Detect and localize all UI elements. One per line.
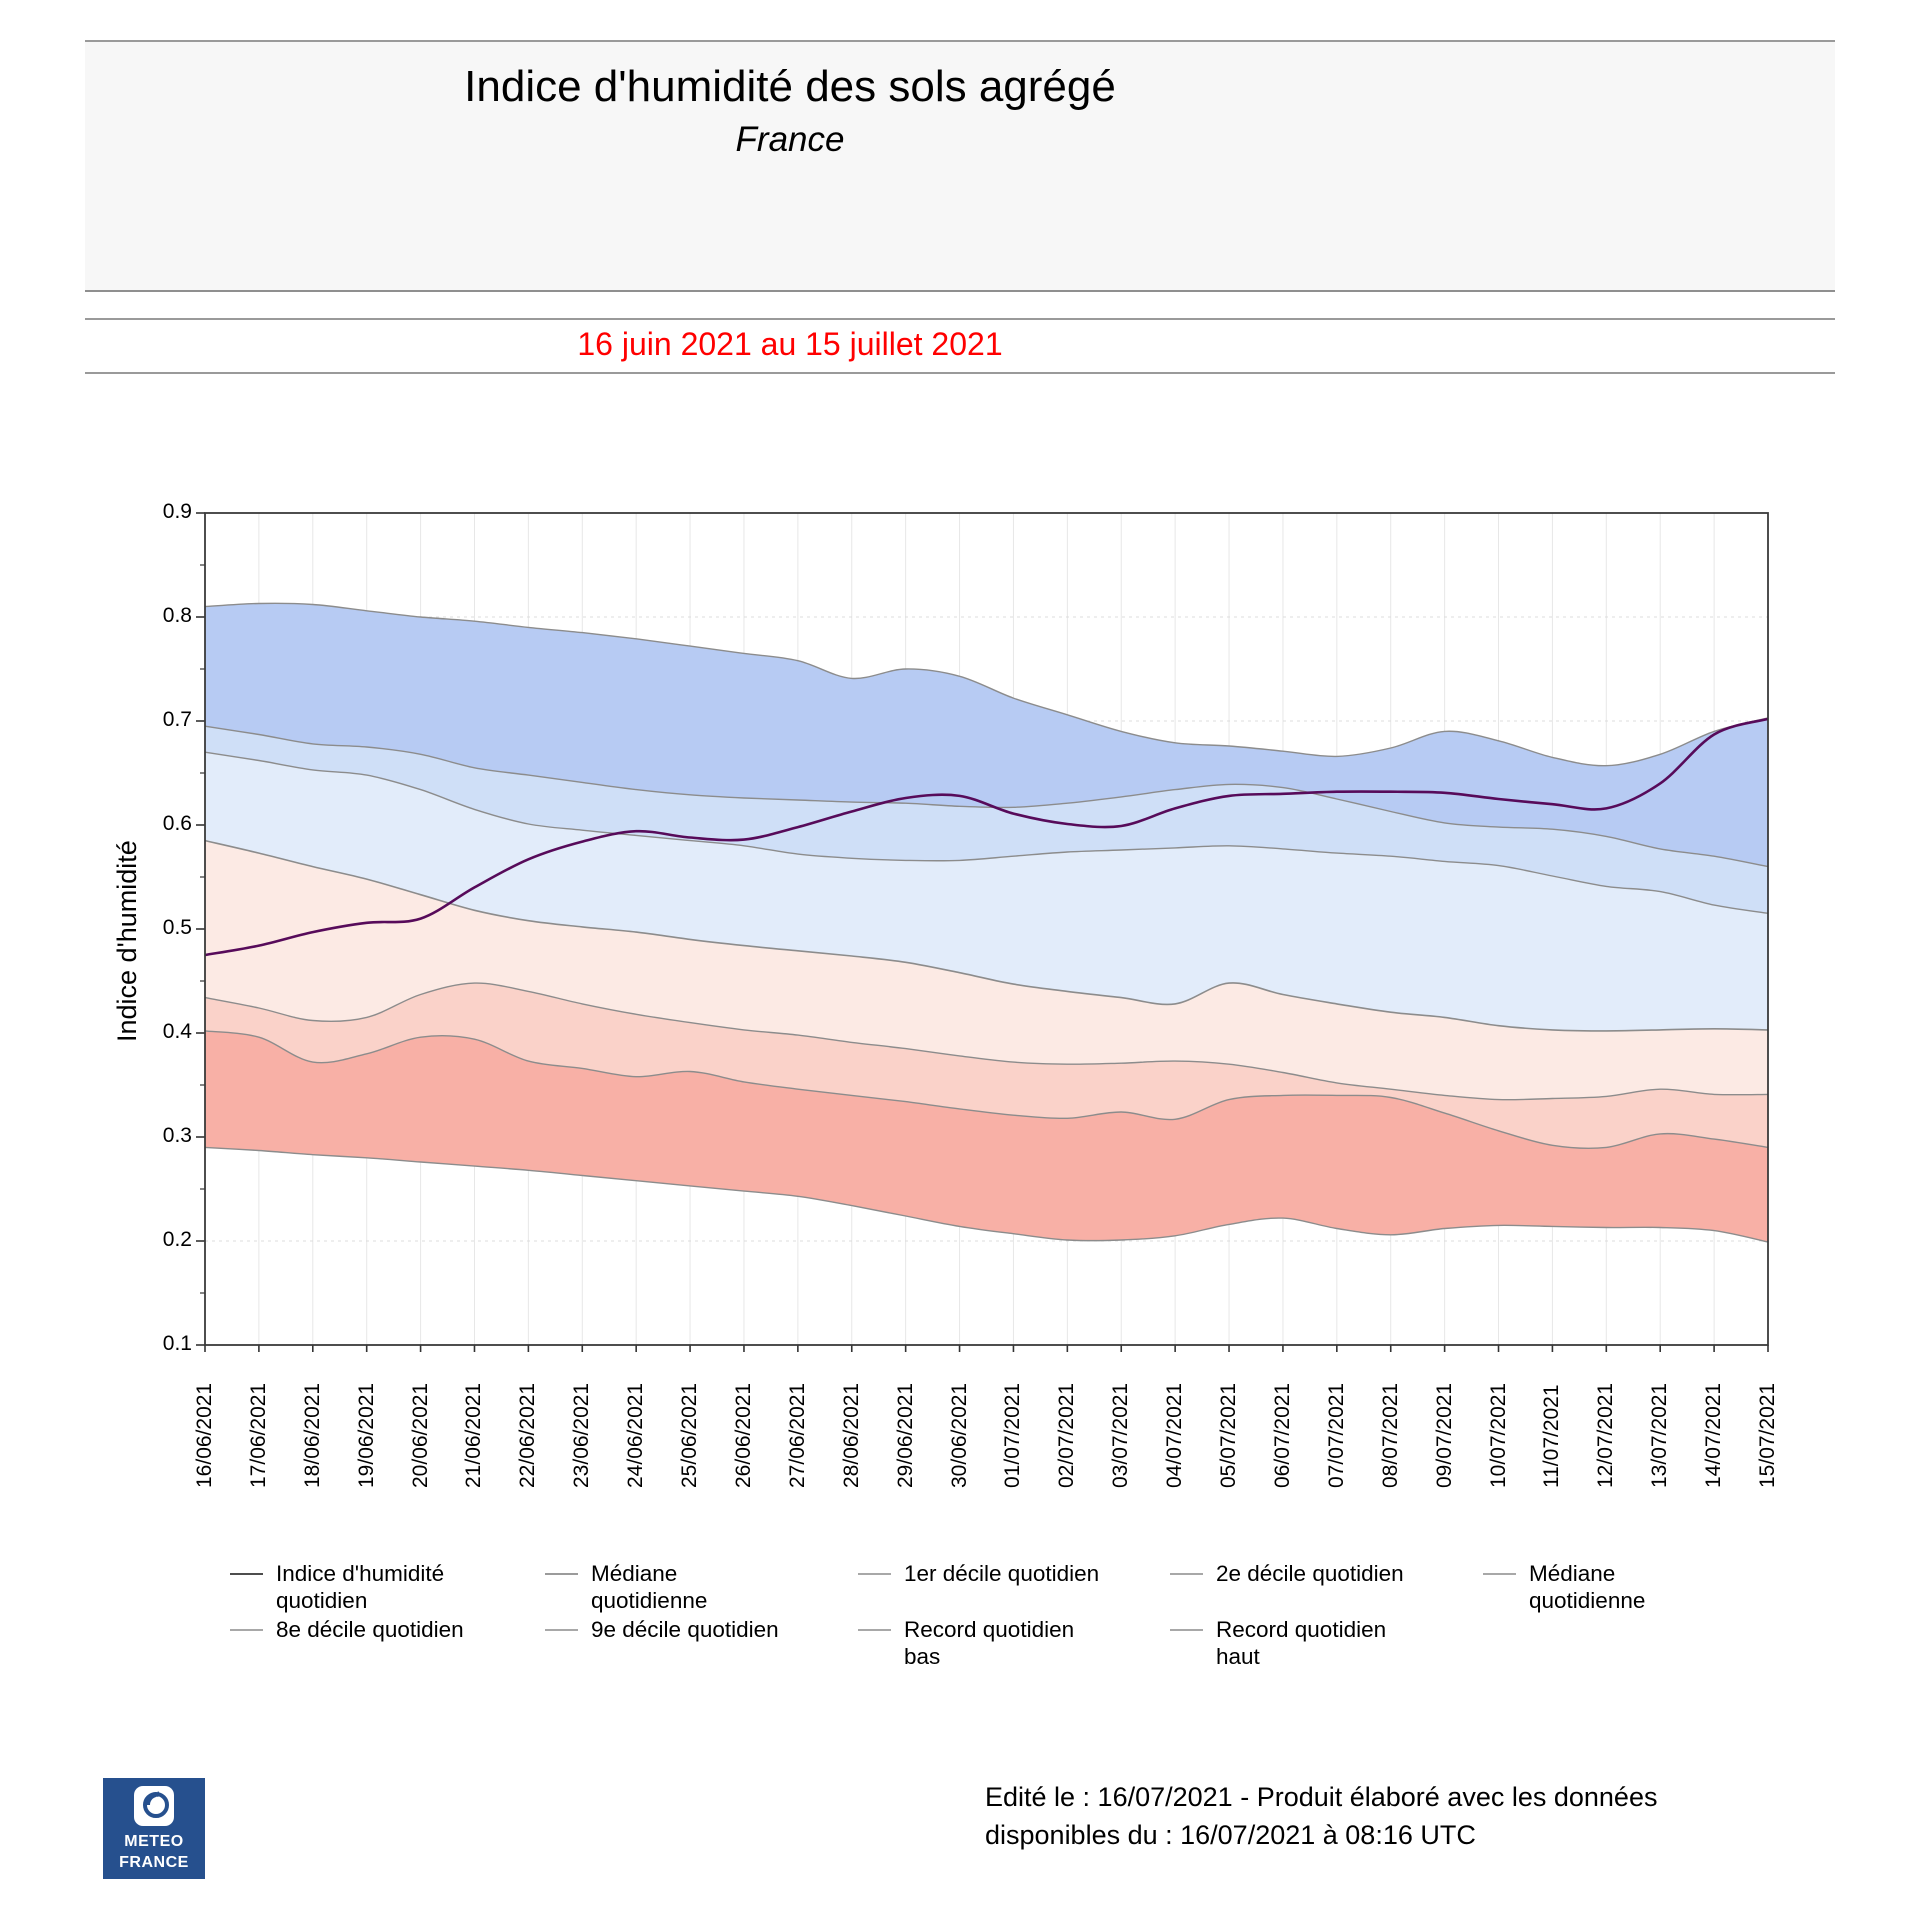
x-tick-label: 29/06/2021 (893, 1382, 917, 1488)
legend-item (858, 1560, 1099, 1587)
x-tick-label: 11/07/2021 (1540, 1384, 1564, 1488)
legend-label: Médiane quotidienne (1529, 1561, 1646, 1613)
legend-line-swatch (1483, 1573, 1516, 1575)
footer-note-line1: Edité le : 16/07/2021 - Produit élaboré avec les données (985, 1782, 1658, 1812)
legend-label: Médiane quotidienne (591, 1561, 708, 1613)
x-tick-label: 30/06/2021 (947, 1382, 971, 1488)
y-tick-label: 0.2 (162, 1228, 192, 1251)
legend-label: 9e décile quotidien (591, 1617, 779, 1642)
x-tick-label: 06/07/2021 (1270, 1382, 1294, 1488)
x-tick-label: 03/07/2021 (1109, 1382, 1133, 1488)
y-tick-label: 0.9 (162, 500, 192, 523)
x-tick-label: 24/06/2021 (624, 1382, 648, 1488)
x-tick-label: 25/06/2021 (678, 1382, 702, 1488)
x-tick-label: 07/07/2021 (1324, 1382, 1348, 1488)
y-tick-label: 0.4 (162, 1020, 192, 1043)
meteo-france-icon (133, 1785, 175, 1827)
x-tick-label: 04/07/2021 (1163, 1382, 1187, 1488)
x-tick-label: 17/06/2021 (246, 1382, 270, 1488)
legend-line-swatch (858, 1629, 891, 1631)
x-tick-label: 23/06/2021 (570, 1382, 594, 1488)
legend-item (858, 1616, 1074, 1670)
footer-note-line2: disponibles du : 16/07/2021 à 08:16 UTC (985, 1820, 1476, 1850)
y-tick-label: 0.3 (162, 1124, 192, 1147)
x-tick-label: 18/06/2021 (300, 1382, 324, 1488)
page-title: Indice d'humidité des sols agrégé (464, 62, 1116, 111)
x-tick-label: 01/07/2021 (1001, 1382, 1025, 1488)
legend-line-swatch (1170, 1629, 1203, 1631)
x-tick-label: 20/06/2021 (408, 1382, 432, 1488)
legend-label: 1er décile quotidien (904, 1561, 1100, 1586)
legend-item (1170, 1616, 1386, 1670)
y-tick-label: 0.5 (162, 916, 192, 939)
y-axis-label: Indice d'humidité (112, 840, 142, 1042)
x-tick-label: 09/07/2021 (1432, 1382, 1456, 1488)
legend-item (1170, 1560, 1404, 1587)
x-tick-label: 02/07/2021 (1055, 1382, 1079, 1488)
legend-item (1483, 1560, 1645, 1614)
y-tick-label: 0.1 (162, 1332, 192, 1355)
legend-label: 8e décile quotidien (276, 1617, 464, 1642)
x-tick-label: 05/07/2021 (1217, 1382, 1241, 1488)
legend-label: Record quotidien bas (904, 1617, 1075, 1669)
logo-text-line1: METEO (124, 1833, 184, 1850)
x-tick-label: 28/06/2021 (839, 1382, 863, 1488)
period-label: 16 juin 2021 au 15 juillet 2021 (577, 326, 1003, 362)
legend-line-swatch (1170, 1573, 1203, 1575)
x-tick-label: 16/06/2021 (193, 1382, 216, 1488)
legend-item (230, 1560, 444, 1614)
legend-label: Record quotidien haut (1216, 1617, 1387, 1669)
legend-label: Indice d'humidité quotidien (276, 1561, 445, 1613)
page-subtitle: France (735, 120, 845, 159)
legend-item (545, 1560, 707, 1614)
legend-item (230, 1616, 464, 1643)
legend-line-swatch (545, 1629, 578, 1631)
y-tick-label: 0.6 (162, 812, 192, 835)
legend-line-swatch (230, 1573, 263, 1575)
meteo-france-logo (103, 1778, 205, 1879)
x-tick-label: 27/06/2021 (785, 1382, 809, 1488)
legend-item (545, 1616, 779, 1643)
x-tick-label: 15/07/2021 (1756, 1382, 1779, 1488)
legend-line-swatch (230, 1629, 263, 1631)
x-tick-label: 19/06/2021 (354, 1382, 378, 1488)
x-tick-label: 26/06/2021 (731, 1382, 755, 1488)
legend-label: 2e décile quotidien (1216, 1561, 1404, 1586)
logo-text-line2: FRANCE (119, 1853, 189, 1871)
x-tick-label: 08/07/2021 (1378, 1382, 1402, 1488)
legend-line-swatch (545, 1573, 578, 1575)
x-tick-label: 12/07/2021 (1594, 1382, 1618, 1488)
x-tick-label: 13/07/2021 (1648, 1382, 1672, 1488)
x-tick-label: 10/07/2021 (1486, 1382, 1510, 1488)
x-tick-label: 14/07/2021 (1702, 1382, 1726, 1488)
x-tick-label: 22/06/2021 (516, 1382, 540, 1488)
legend-line-swatch (858, 1573, 891, 1575)
y-tick-label: 0.8 (162, 604, 192, 627)
x-tick-label: 21/06/2021 (462, 1382, 486, 1488)
y-tick-label: 0.7 (162, 708, 192, 731)
